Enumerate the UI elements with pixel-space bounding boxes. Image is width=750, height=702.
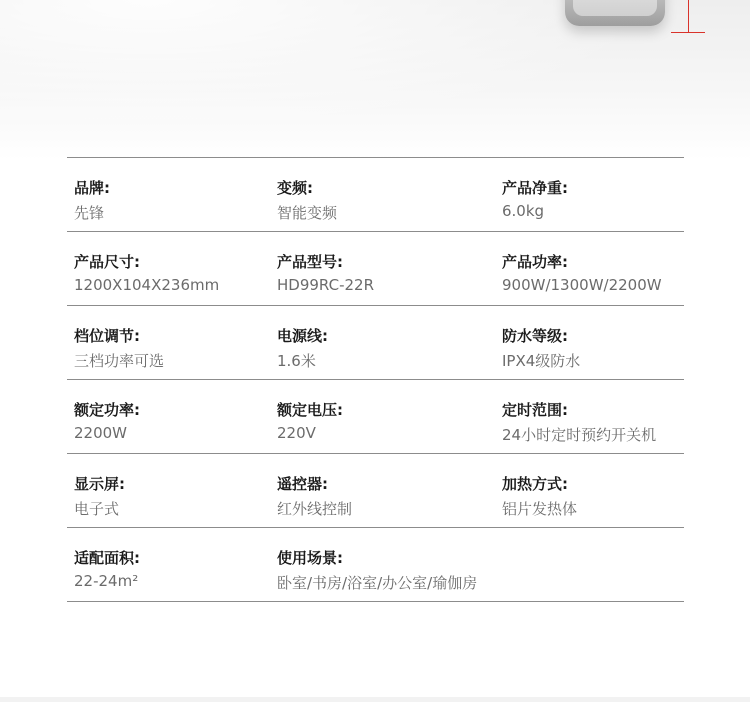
spec-item: [74, 454, 274, 527]
spec-label: 防水等级:: [502, 327, 568, 345]
spec-value: 6.0kg: [502, 202, 545, 220]
dimension-line-vertical: [688, 0, 689, 33]
spec-label: 显示屏:: [74, 475, 125, 493]
spec-label: 档位调节:: [74, 327, 140, 345]
spec-value: 智能变频: [277, 204, 338, 222]
spec-item: [277, 528, 497, 601]
spec-value: IPX4级防水: [502, 352, 581, 370]
spec-item: [74, 380, 274, 453]
spec-value: 铝片发热体: [502, 500, 578, 518]
product-image-area: [0, 0, 750, 160]
spec-item: [502, 306, 702, 379]
spec-row: [67, 454, 684, 528]
spec-label: 额定电压:: [277, 401, 343, 419]
spec-item: [502, 232, 702, 305]
spec-label: 变频:: [277, 179, 313, 197]
spec-label: 品牌:: [74, 179, 110, 197]
spec-value: 红外线控制: [277, 500, 353, 518]
spec-label: 使用场景:: [277, 549, 343, 567]
spec-label: 产品功率:: [502, 253, 568, 271]
product-image-face: [573, 0, 657, 16]
spec-label: 适配面积:: [74, 549, 140, 567]
spec-row: [67, 306, 684, 380]
spec-item: [277, 454, 497, 527]
spec-label: 定时范围:: [502, 401, 568, 419]
spec-value: 电子式: [74, 500, 120, 518]
spec-label: 额定功率:: [74, 401, 140, 419]
spec-item: [277, 232, 497, 305]
dimension-line-horizontal: [671, 32, 705, 33]
spec-item: [277, 306, 497, 379]
spec-value: 900W/1300W/2200W: [502, 276, 662, 294]
product-image: [565, 0, 665, 26]
bottom-divider: [0, 697, 750, 702]
spec-value: 2200W: [74, 424, 128, 442]
spec-item: [502, 158, 702, 231]
spec-label: 产品尺寸:: [74, 253, 140, 271]
spec-row: [67, 380, 684, 454]
spec-row: [67, 528, 684, 602]
spec-value: 1.6米: [277, 352, 316, 370]
spec-label: 遥控器:: [277, 475, 328, 493]
spec-row: [67, 158, 684, 232]
spec-label: 电源线:: [277, 327, 328, 345]
spec-table: [67, 157, 684, 602]
spec-label: 加热方式:: [502, 475, 568, 493]
spec-row: [67, 232, 684, 306]
spec-item: [277, 380, 497, 453]
spec-value: 先锋: [74, 204, 105, 222]
spec-item: [74, 306, 274, 379]
spec-label: 产品型号:: [277, 253, 343, 271]
spec-item: [74, 158, 274, 231]
spec-item: [277, 158, 497, 231]
spec-value: 卧室/书房/浴室/办公室/瑜伽房: [277, 574, 478, 592]
spec-value: 24小时定时预约开关机: [502, 426, 657, 444]
spec-item: [502, 454, 702, 527]
spec-label: 产品净重:: [502, 179, 568, 197]
spec-item: [74, 232, 274, 305]
spec-value: HD99RC-22R: [277, 276, 374, 294]
spec-item: [74, 528, 274, 601]
spec-value: 三档功率可选: [74, 352, 165, 370]
spec-item: [502, 380, 702, 453]
spec-value: 1200X104X236mm: [74, 276, 220, 294]
spec-value: 22-24m²: [74, 572, 139, 590]
spec-value: 220V: [277, 424, 316, 442]
